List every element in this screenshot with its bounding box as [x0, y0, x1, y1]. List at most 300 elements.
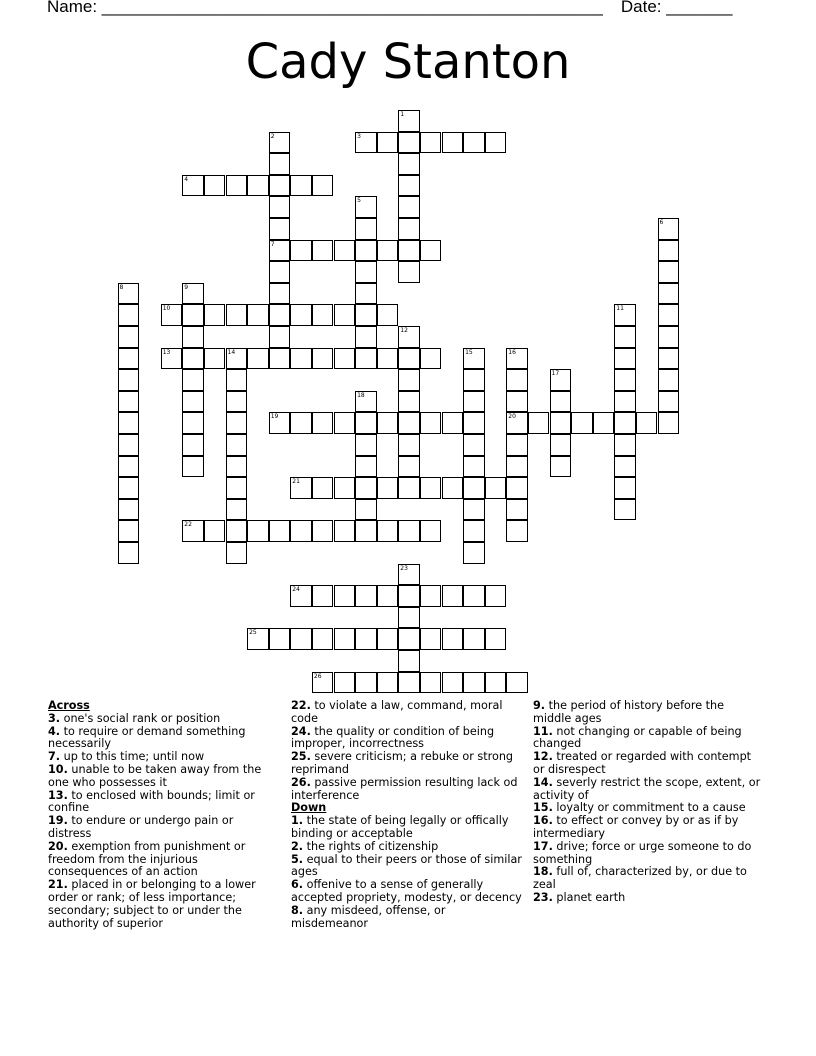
grid-cell[interactable] — [485, 628, 507, 650]
grid-cell[interactable] — [485, 672, 507, 694]
grid-cell[interactable] — [118, 520, 140, 542]
clue-text: to effect or convey by or as if by intermediary — [533, 814, 739, 840]
grid-cell[interactable] — [290, 628, 312, 650]
clue-number: 15 — [465, 348, 473, 356]
grid-cell[interactable] — [463, 477, 485, 499]
clue-text: to violate a law, command, moral code — [291, 699, 503, 725]
grid-cell[interactable] — [118, 456, 140, 478]
grid-cell[interactable] — [463, 499, 485, 521]
grid-cell[interactable] — [269, 132, 291, 154]
grid-cell[interactable] — [247, 348, 269, 370]
grid-cell[interactable] — [312, 477, 334, 499]
clue-number-label: 16. — [533, 814, 553, 828]
clue-number: 5 — [357, 197, 361, 205]
grid-cell[interactable] — [506, 520, 528, 542]
clue-text: the quality or condition of being improper, incorrectness — [291, 724, 495, 751]
grid-cell[interactable] — [355, 477, 377, 499]
grid-cell[interactable] — [269, 218, 291, 240]
grid-cell[interactable] — [355, 240, 377, 262]
grid-cell[interactable] — [398, 477, 420, 499]
grid-cell[interactable] — [204, 348, 226, 370]
grid-cell[interactable] — [204, 520, 226, 542]
grid-cell[interactable] — [398, 110, 420, 132]
grid-cell[interactable] — [118, 326, 140, 348]
grid-cell[interactable] — [161, 348, 183, 370]
name-field-label: Name: _____________________________________________________ — [47, 0, 603, 16]
grid-cell[interactable] — [355, 585, 377, 607]
grid-cell[interactable] — [377, 628, 399, 650]
grid-cell[interactable] — [442, 412, 464, 434]
grid-cell[interactable] — [398, 369, 420, 391]
grid-cell[interactable] — [398, 261, 420, 283]
clue-text: full of, characterized by, or due to zeal — [533, 865, 747, 892]
grid-cell[interactable] — [442, 628, 464, 650]
grid-cell[interactable] — [290, 585, 312, 607]
grid-cell[interactable] — [614, 348, 636, 370]
clue-item — [291, 815, 523, 841]
clue-number: 24 — [292, 586, 300, 594]
grid-cell[interactable] — [118, 499, 140, 521]
grid-cell[interactable] — [398, 153, 420, 175]
grid-cell[interactable] — [290, 240, 312, 262]
grid-cell[interactable] — [420, 477, 442, 499]
grid-cell[interactable] — [355, 672, 377, 694]
grid-cell[interactable] — [442, 585, 464, 607]
grid-cell[interactable] — [204, 304, 226, 326]
grid-cell[interactable] — [355, 218, 377, 240]
clue-number: 20 — [508, 413, 516, 421]
grid-cell[interactable] — [398, 520, 420, 542]
clue-number-label: 3. — [48, 711, 61, 725]
clue-number-label: 12. — [533, 750, 553, 764]
clues-column-1 — [48, 700, 280, 930]
grid-cell[interactable] — [355, 348, 377, 370]
grid-cell[interactable] — [398, 456, 420, 478]
clue-item — [48, 841, 280, 879]
grid-cell[interactable] — [420, 520, 442, 542]
grid-cell[interactable] — [377, 132, 399, 154]
grid-cell[interactable] — [334, 348, 356, 370]
grid-cell[interactable] — [182, 456, 204, 478]
grid-cell[interactable] — [182, 412, 204, 434]
grid-cell[interactable] — [269, 261, 291, 283]
grid-cell[interactable] — [398, 196, 420, 218]
grid-cell[interactable] — [377, 240, 399, 262]
clue-number: 8 — [119, 283, 124, 291]
clue-text: exemption from punishment or freedom from the injurious consequences of an action — [48, 839, 246, 879]
grid-cell[interactable] — [355, 196, 377, 218]
grid-cell[interactable] — [334, 412, 356, 434]
clue-item — [533, 777, 765, 803]
grid-cell[interactable] — [420, 672, 442, 694]
grid-cell[interactable] — [614, 434, 636, 456]
date-field-label: Date: _______ — [620, 0, 733, 16]
grid-cell[interactable] — [463, 672, 485, 694]
grid-cell[interactable] — [334, 477, 356, 499]
grid-cell[interactable] — [355, 434, 377, 456]
grid-cell[interactable] — [377, 672, 399, 694]
grid-cell[interactable] — [226, 369, 248, 391]
grid-cell[interactable] — [506, 499, 528, 521]
grid-cell[interactable] — [614, 412, 636, 434]
grid-cell[interactable] — [463, 348, 485, 370]
grid-cell[interactable] — [118, 477, 140, 499]
clue-text: treated or regarded with contempt or disrespect — [533, 750, 752, 776]
grid-cell[interactable] — [463, 456, 485, 478]
grid-cell[interactable] — [377, 477, 399, 499]
clue-item — [291, 854, 523, 880]
clue-item — [533, 726, 765, 752]
grid-cell[interactable] — [290, 348, 312, 370]
grid-cell[interactable] — [312, 175, 334, 197]
grid-cell[interactable] — [226, 175, 248, 197]
clue-item — [533, 892, 765, 905]
grid-cell[interactable] — [506, 412, 528, 434]
section-heading: Down — [291, 801, 327, 815]
grid-cell[interactable] — [355, 456, 377, 478]
grid-cell[interactable] — [182, 348, 204, 370]
clue-number: 13 — [162, 348, 171, 356]
grid-cell[interactable] — [118, 283, 140, 305]
grid-cell[interactable] — [226, 477, 248, 499]
page-title: Cady Stanton — [245, 34, 571, 90]
grid-cell[interactable] — [312, 412, 334, 434]
grid-cell[interactable] — [658, 304, 680, 326]
clue-number: 9 — [184, 283, 189, 291]
clue-text: equal to their peers or those of similar ages — [291, 852, 522, 879]
grid-cell[interactable] — [398, 650, 420, 672]
grid-cell[interactable] — [269, 175, 291, 197]
grid-cell[interactable] — [355, 326, 377, 348]
grid-cell[interactable] — [420, 240, 442, 262]
grid-cell[interactable] — [312, 348, 334, 370]
grid-cell[interactable] — [355, 499, 377, 521]
clue-item — [291, 905, 523, 931]
clue-number-label: 7. — [48, 750, 61, 764]
grid-cell[interactable] — [398, 585, 420, 607]
grid-cell[interactable] — [398, 607, 420, 629]
grid-cell[interactable] — [658, 348, 680, 370]
grid-cell[interactable] — [182, 283, 204, 305]
clues-column-2 — [291, 700, 523, 930]
grid-cell[interactable] — [355, 304, 377, 326]
grid-cell[interactable] — [550, 456, 572, 478]
grid-cell[interactable] — [226, 499, 248, 521]
grid-cell[interactable] — [485, 477, 507, 499]
grid-cell[interactable] — [485, 585, 507, 607]
grid-cell[interactable] — [226, 412, 248, 434]
grid-cell[interactable] — [118, 348, 140, 370]
grid-cell[interactable] — [312, 585, 334, 607]
grid-cell[interactable] — [269, 153, 291, 175]
grid-cell[interactable] — [658, 218, 680, 240]
grid-cell[interactable] — [398, 628, 420, 650]
grid-cell[interactable] — [528, 412, 550, 434]
clue-number-label: 9. — [533, 699, 546, 712]
clue-number: 2 — [270, 132, 275, 140]
grid-cell[interactable] — [658, 261, 680, 283]
grid-cell[interactable] — [226, 304, 248, 326]
grid-cell[interactable] — [269, 412, 291, 434]
grid-cell[interactable] — [226, 434, 248, 456]
grid-cell[interactable] — [377, 520, 399, 542]
clue-item — [291, 879, 523, 905]
grid-cell[interactable] — [269, 628, 291, 650]
grid-cell[interactable] — [506, 369, 528, 391]
grid-cell[interactable] — [398, 434, 420, 456]
clue-number: 21 — [292, 478, 300, 486]
grid-cell[interactable] — [269, 520, 291, 542]
clue-number: 19 — [270, 413, 279, 421]
clue-number-label: 5. — [291, 852, 304, 866]
grid-cell[interactable] — [636, 412, 658, 434]
grid-cell[interactable] — [355, 520, 377, 542]
grid-cell[interactable] — [269, 240, 291, 262]
clue-number: 14 — [227, 348, 236, 356]
clue-text: to endure or undergo pain or distress — [48, 814, 234, 840]
grid-cell[interactable] — [182, 520, 204, 542]
grid-cell[interactable] — [312, 240, 334, 262]
grid-cell[interactable] — [377, 412, 399, 434]
grid-cell[interactable] — [161, 304, 183, 326]
clue-number: 16 — [508, 348, 516, 356]
grid-cell[interactable] — [377, 585, 399, 607]
grid-cell[interactable] — [506, 672, 528, 694]
section-heading: Across — [48, 699, 90, 712]
grid-cell[interactable] — [204, 175, 226, 197]
grid-cell[interactable] — [118, 542, 140, 564]
clue-number-label: 13. — [48, 788, 68, 802]
clue-number-label: 4. — [48, 724, 61, 738]
clue-item — [533, 841, 765, 867]
grid-cell[interactable] — [420, 628, 442, 650]
grid-cell[interactable] — [269, 196, 291, 218]
clue-text: any misdeed, offense, or misdemeanor — [291, 903, 446, 930]
grid-cell[interactable] — [614, 326, 636, 348]
clue-number: 12 — [400, 327, 408, 334]
grid-cell[interactable] — [226, 391, 248, 413]
clue-text: not changing or capable of being changed — [533, 724, 742, 751]
clue-text: loyalty or commitment to a cause — [556, 801, 746, 815]
grid-cell[interactable] — [506, 391, 528, 413]
clue-text: the rights of citizenship — [306, 839, 439, 853]
grid-cell[interactable] — [182, 391, 204, 413]
clue-text: unable to be taken away from the one who possesses it — [48, 762, 262, 789]
grid-cell[interactable] — [118, 412, 140, 434]
clue-number: 22 — [184, 521, 192, 529]
clue-number-label: 10. — [48, 762, 68, 776]
clue-item — [48, 815, 280, 841]
clue-item — [48, 879, 280, 930]
grid-cell[interactable] — [182, 434, 204, 456]
grid-cell[interactable] — [614, 304, 636, 326]
grid-cell[interactable] — [550, 369, 572, 391]
grid-cell[interactable] — [485, 132, 507, 154]
grid-cell[interactable] — [118, 304, 140, 326]
grid-cell[interactable] — [550, 434, 572, 456]
grid-cell[interactable] — [312, 628, 334, 650]
clue-number-label: 24. — [291, 724, 311, 738]
grid-cell[interactable] — [334, 520, 356, 542]
grid-cell[interactable] — [463, 369, 485, 391]
grid-cell[interactable] — [226, 542, 248, 564]
grid-cell[interactable] — [463, 412, 485, 434]
clue-text: up to this time; until now — [63, 750, 205, 764]
clue-item — [291, 726, 523, 752]
grid-cell[interactable] — [506, 434, 528, 456]
grid-cell[interactable] — [658, 369, 680, 391]
clue-text: the state of being legally or offically binding or acceptable — [291, 814, 509, 840]
grid-cell[interactable] — [118, 434, 140, 456]
grid-cell[interactable] — [398, 391, 420, 413]
clue-item — [48, 764, 280, 790]
grid-cell[interactable] — [658, 391, 680, 413]
grid-cell[interactable] — [247, 175, 269, 197]
grid-cell[interactable] — [118, 391, 140, 413]
grid-cell[interactable] — [658, 240, 680, 262]
grid-cell[interactable] — [398, 175, 420, 197]
grid-cell[interactable] — [658, 412, 680, 434]
grid-cell[interactable] — [550, 412, 572, 434]
grid-cell[interactable] — [355, 283, 377, 305]
clue-number: 26 — [313, 672, 322, 680]
clue-number: 10 — [162, 305, 171, 313]
grid-cell[interactable] — [420, 412, 442, 434]
clue-number-label: 14. — [533, 775, 553, 789]
grid-cell[interactable] — [506, 456, 528, 478]
clue-item — [533, 866, 765, 892]
grid-cell[interactable] — [463, 542, 485, 564]
grid-cell[interactable] — [398, 218, 420, 240]
grid-cell[interactable] — [182, 326, 204, 348]
clue-text: severe criticism; a rebuke or strong reprimand — [291, 750, 514, 776]
grid-cell[interactable] — [269, 304, 291, 326]
grid-cell[interactable] — [506, 477, 528, 499]
clue-number-label: 22. — [291, 699, 311, 712]
grid-cell[interactable] — [442, 477, 464, 499]
grid-cell[interactable] — [290, 175, 312, 197]
grid-cell[interactable] — [290, 520, 312, 542]
grid-cell[interactable] — [269, 326, 291, 348]
clue-number: 4 — [184, 175, 189, 183]
grid-cell[interactable] — [355, 628, 377, 650]
clue-number: 3 — [357, 132, 361, 140]
clue-number-label: 20. — [48, 839, 68, 853]
grid-cell[interactable] — [398, 672, 420, 694]
grid-cell[interactable] — [182, 175, 204, 197]
grid-cell[interactable] — [398, 240, 420, 262]
clue-text: placed in or belonging to a lower order or rank; of less importance; secondary; subject to or under the authority of superior — [48, 878, 256, 930]
grid-cell[interactable] — [334, 628, 356, 650]
grid-cell[interactable] — [463, 628, 485, 650]
grid-cell[interactable] — [290, 477, 312, 499]
grid-cell[interactable] — [614, 369, 636, 391]
clue-number: 1 — [400, 111, 405, 118]
clue-number: 6 — [659, 219, 664, 226]
clue-number-label: 25. — [291, 750, 311, 764]
grid-cell[interactable] — [614, 477, 636, 499]
grid-cell[interactable] — [182, 369, 204, 391]
grid-cell[interactable] — [355, 391, 377, 413]
grid-cell[interactable] — [442, 132, 464, 154]
grid-cell[interactable] — [377, 304, 399, 326]
clue-text: offenive to a sense of generally accepted propriety, modesty, or decency — [291, 878, 522, 904]
grid-cell[interactable] — [658, 326, 680, 348]
clue-item — [48, 726, 280, 752]
grid-cell[interactable] — [182, 304, 204, 326]
grid-cell[interactable] — [614, 499, 636, 521]
grid-cell[interactable] — [463, 132, 485, 154]
clue-number-label: 19. — [48, 814, 68, 828]
grid-cell[interactable] — [247, 304, 269, 326]
grid-cell[interactable] — [420, 132, 442, 154]
grid-cell[interactable] — [312, 672, 334, 694]
grid-cell[interactable] — [355, 412, 377, 434]
grid-cell[interactable] — [290, 304, 312, 326]
clue-item — [291, 700, 523, 726]
grid-cell[interactable] — [334, 585, 356, 607]
grid-cell[interactable] — [247, 628, 269, 650]
grid-cell[interactable] — [463, 585, 485, 607]
grid-cell[interactable] — [398, 348, 420, 370]
grid-cell[interactable] — [398, 326, 420, 348]
grid-cell[interactable] — [118, 369, 140, 391]
grid-cell[interactable] — [463, 391, 485, 413]
clue-number: 23 — [400, 564, 408, 572]
clue-item — [291, 751, 523, 777]
grid-cell[interactable] — [420, 348, 442, 370]
grid-cell[interactable] — [506, 348, 528, 370]
grid-cell[interactable] — [398, 564, 420, 586]
grid-cell[interactable] — [290, 412, 312, 434]
grid-cell[interactable] — [312, 520, 334, 542]
grid-cell[interactable] — [355, 261, 377, 283]
grid-cell[interactable] — [269, 283, 291, 305]
grid-cell[interactable] — [226, 520, 248, 542]
grid-cell[interactable] — [593, 412, 615, 434]
grid-cell[interactable] — [334, 304, 356, 326]
grid-cell[interactable] — [614, 456, 636, 478]
grid-cell[interactable] — [398, 412, 420, 434]
grid-cell[interactable] — [334, 240, 356, 262]
grid-cell[interactable] — [269, 348, 291, 370]
grid-cell[interactable] — [226, 456, 248, 478]
clue-item — [533, 700, 765, 726]
clue-number-label: 2. — [291, 839, 304, 853]
grid-cell[interactable] — [398, 132, 420, 154]
grid-cell[interactable] — [355, 132, 377, 154]
clue-number-label: 1. — [291, 814, 304, 828]
grid-cell[interactable] — [571, 412, 593, 434]
clue-item — [533, 751, 765, 777]
grid-cell[interactable] — [463, 520, 485, 542]
grid-cell[interactable] — [377, 348, 399, 370]
grid-cell[interactable] — [442, 672, 464, 694]
clue-number: 18 — [357, 391, 365, 399]
grid-cell[interactable] — [312, 304, 334, 326]
grid-cell[interactable] — [658, 283, 680, 305]
grid-cell[interactable] — [463, 434, 485, 456]
clue-text: passive permission resulting lack od interference — [291, 775, 518, 802]
grid-cell[interactable] — [614, 391, 636, 413]
grid-cell[interactable] — [334, 672, 356, 694]
grid-cell[interactable] — [420, 585, 442, 607]
grid-cell[interactable] — [226, 348, 248, 370]
grid-cell[interactable] — [550, 391, 572, 413]
clue-text: drive; force or urge someone to do something — [533, 839, 752, 866]
clue-number-label: 6. — [291, 878, 304, 892]
grid-cell[interactable] — [247, 520, 269, 542]
